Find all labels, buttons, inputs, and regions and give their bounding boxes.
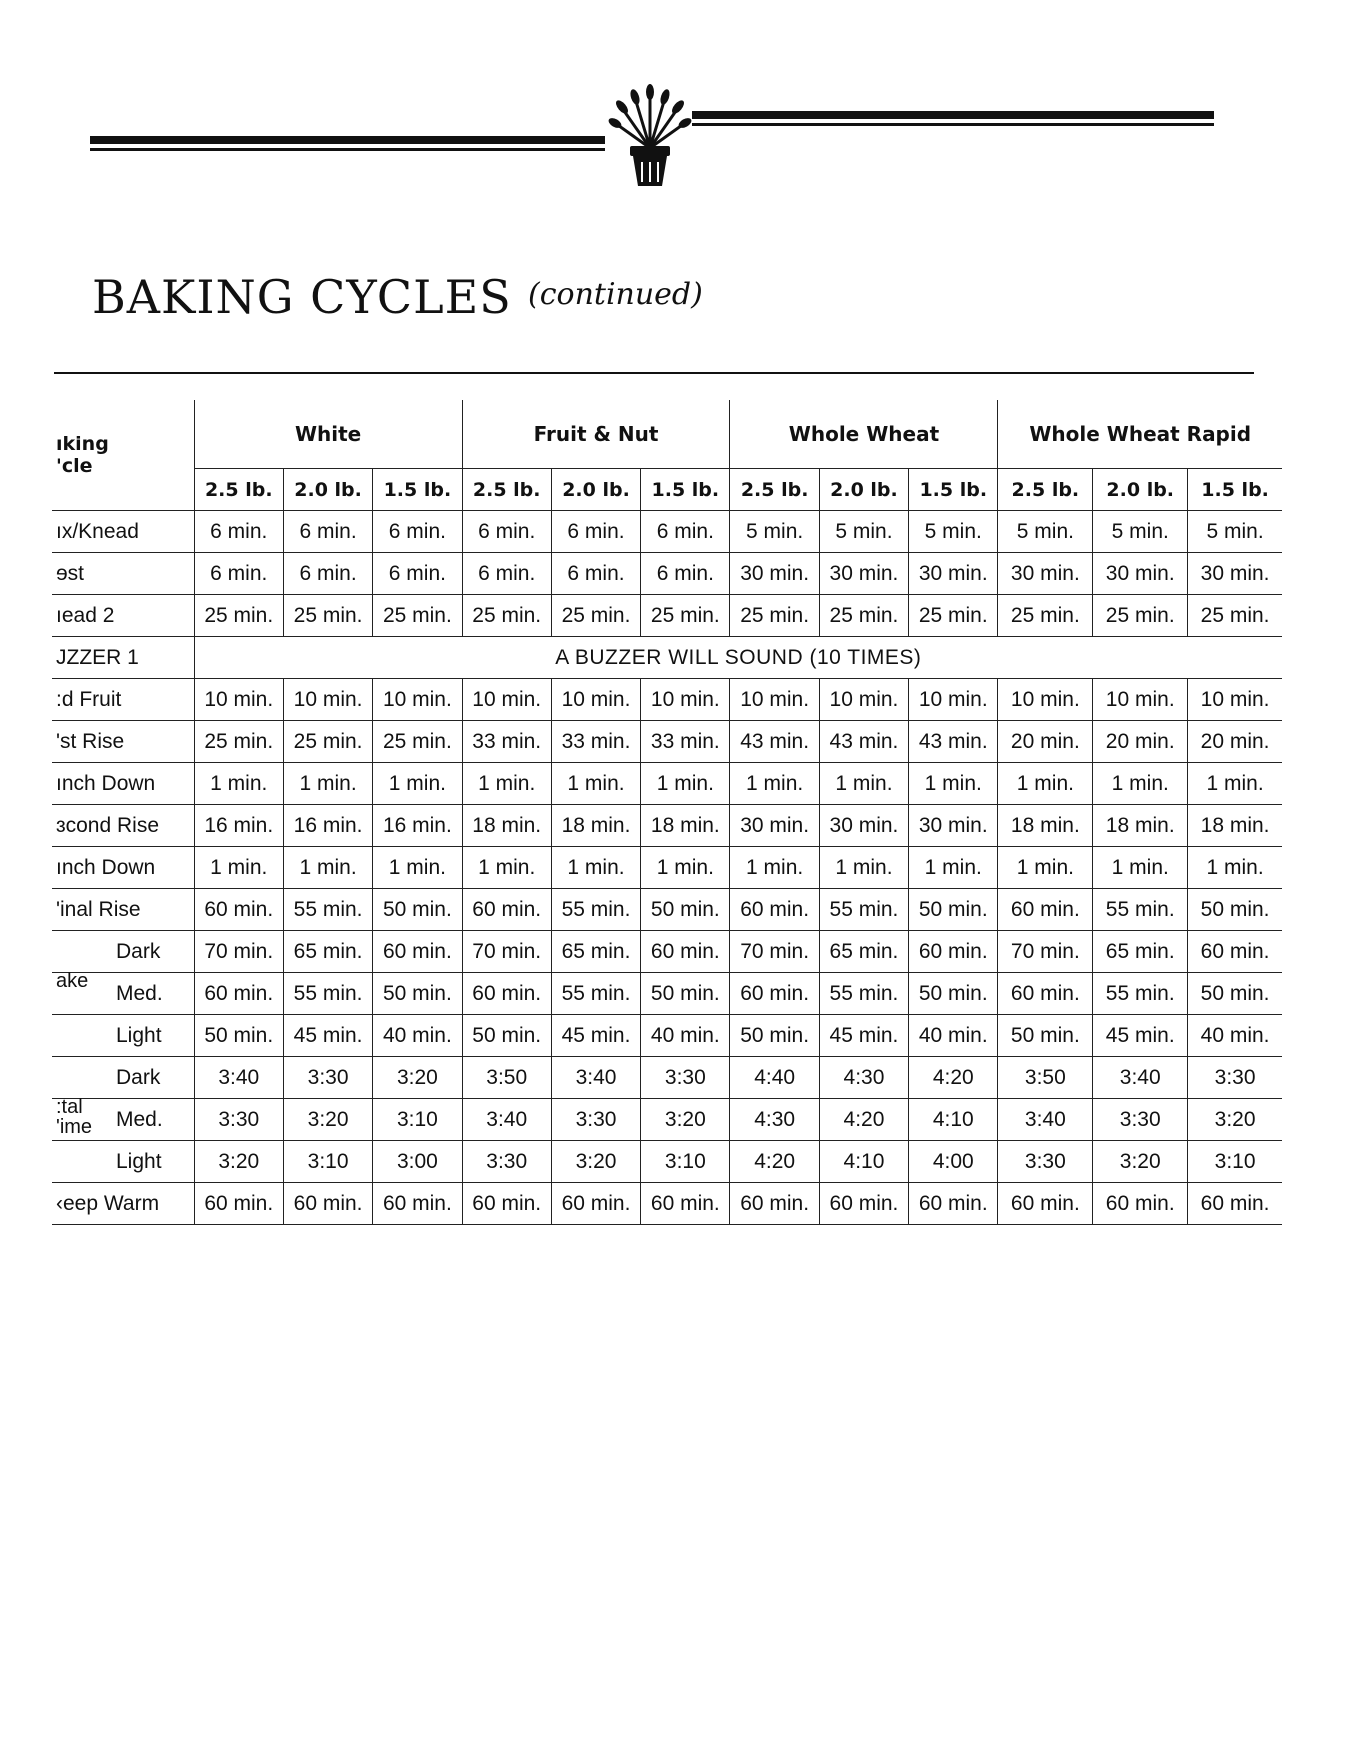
table-cell: 65 min. [551, 931, 640, 973]
table-cell: 30 min. [1093, 553, 1188, 595]
table-cell: 50 min. [641, 973, 730, 1015]
table-cell: 60 min. [730, 1183, 819, 1225]
table-top-rule [54, 372, 1254, 374]
table-cell: 3:30 [462, 1141, 551, 1183]
table-cell: 1 min. [819, 847, 908, 889]
table-cell: 70 min. [730, 931, 819, 973]
header-rule [692, 111, 1214, 119]
table-cell: 18 min. [1188, 805, 1282, 847]
table-cell: 60 min. [373, 1183, 462, 1225]
table-cell: 25 min. [909, 595, 998, 637]
table-cell: 3:00 [373, 1141, 462, 1183]
table-row [52, 679, 1282, 721]
row-label: ınch Down [52, 847, 194, 889]
table-cell: 3:40 [1093, 1057, 1188, 1099]
table-cell: 50 min. [194, 1015, 283, 1057]
table-cell: 1 min. [462, 847, 551, 889]
row-label-cell [52, 1015, 194, 1057]
table-cell: 1 min. [373, 763, 462, 805]
table-cell: 1 min. [373, 847, 462, 889]
table-row [52, 973, 1282, 1015]
sub-row-label: Light [116, 1023, 162, 1047]
table-cell: 33 min. [551, 721, 640, 763]
table-cell: 55 min. [819, 973, 908, 1015]
header-rule-thin [692, 123, 1214, 126]
table-cell: 25 min. [194, 595, 283, 637]
table-cell: 25 min. [373, 595, 462, 637]
table-cell: 40 min. [373, 1015, 462, 1057]
sub-row-label: Med. [116, 981, 163, 1005]
table-row [52, 1057, 1282, 1099]
table-cell: 30 min. [819, 805, 908, 847]
header-rule [90, 136, 605, 144]
table-cell: 10 min. [909, 679, 998, 721]
table-cell: 18 min. [1093, 805, 1188, 847]
table-cell: 40 min. [909, 1015, 998, 1057]
group-row-label: ake [56, 969, 89, 992]
table-row [52, 595, 1282, 637]
table-cell: 25 min. [1093, 595, 1188, 637]
table-cell: 25 min. [1188, 595, 1282, 637]
table-cell: 50 min. [1188, 889, 1282, 931]
table-cell: 40 min. [1188, 1015, 1282, 1057]
table-cell: 3:10 [641, 1141, 730, 1183]
table-cell: 25 min. [551, 595, 640, 637]
table-cell: 3:30 [283, 1057, 372, 1099]
table-cell: 3:30 [194, 1099, 283, 1141]
table-cell: 55 min. [819, 889, 908, 931]
table-cell: 25 min. [462, 595, 551, 637]
table-cell: 30 min. [730, 553, 819, 595]
table-cell: 1 min. [283, 847, 372, 889]
table-cell: 45 min. [1093, 1015, 1188, 1057]
sub-row-label: Dark [116, 1065, 161, 1089]
table-cell: 1 min. [462, 763, 551, 805]
table-cell: 5 min. [998, 511, 1093, 553]
table-cell: 70 min. [194, 931, 283, 973]
table-cell: 1 min. [1093, 763, 1188, 805]
row-label: ınch Down [52, 763, 194, 805]
table-cell: 3:40 [194, 1057, 283, 1099]
table-cell: 5 min. [1093, 511, 1188, 553]
table-row [52, 889, 1282, 931]
table-cell: 30 min. [1188, 553, 1282, 595]
table-cell: 30 min. [909, 805, 998, 847]
table-cell: 60 min. [194, 889, 283, 931]
table-cell: 18 min. [462, 805, 551, 847]
table-cell: 25 min. [283, 721, 372, 763]
table-cell: 60 min. [998, 1183, 1093, 1225]
table-cell: 43 min. [730, 721, 819, 763]
table-row [52, 1015, 1282, 1057]
table-cell: 60 min. [1188, 931, 1282, 973]
table-cell: 20 min. [1093, 721, 1188, 763]
group-header: Whole Wheat [730, 400, 998, 469]
table-cell: 4:40 [730, 1057, 819, 1099]
row-label-cell [52, 1095, 194, 1141]
buzzer-row [52, 637, 1282, 679]
table-cell: 50 min. [998, 1015, 1093, 1057]
table-cell: 10 min. [194, 679, 283, 721]
table-cell: 6 min. [373, 511, 462, 553]
table-cell: 4:30 [730, 1099, 819, 1141]
table-row [52, 1099, 1282, 1141]
table-cell: 43 min. [819, 721, 908, 763]
table-cell: 1 min. [194, 763, 283, 805]
table-cell: 60 min. [194, 1183, 283, 1225]
table-cell: 3:20 [641, 1099, 730, 1141]
row-label-cell [52, 969, 194, 1015]
table-cell: 3:20 [283, 1099, 372, 1141]
table-cell: 20 min. [1188, 721, 1282, 763]
table-cell: 10 min. [1093, 679, 1188, 721]
size-header: 2.0 lb. [283, 469, 372, 511]
table-cell: 50 min. [909, 973, 998, 1015]
table-cell: 10 min. [373, 679, 462, 721]
table-cell: 1 min. [641, 763, 730, 805]
table-cell: 3:50 [998, 1057, 1093, 1099]
table-cell: 50 min. [373, 889, 462, 931]
table-cell: 25 min. [819, 595, 908, 637]
table-row [52, 931, 1282, 973]
table-cell: 1 min. [909, 847, 998, 889]
table-cell: 6 min. [194, 553, 283, 595]
table-cell: 45 min. [283, 1015, 372, 1057]
table-cell: 1 min. [283, 763, 372, 805]
table-cell: 60 min. [194, 973, 283, 1015]
table-cell: 10 min. [551, 679, 640, 721]
table-cell: 60 min. [730, 973, 819, 1015]
table-cell: 6 min. [641, 553, 730, 595]
table-cell: 60 min. [998, 889, 1093, 931]
group-header: Fruit & Nut [462, 400, 730, 469]
table-cell: 1 min. [1093, 847, 1188, 889]
table-cell: 60 min. [1093, 1183, 1188, 1225]
table-cell: 65 min. [283, 931, 372, 973]
wheat-sheaf-icon [600, 78, 700, 188]
table-cell: 65 min. [1093, 931, 1188, 973]
table-cell: 4:20 [909, 1057, 998, 1099]
row-label: :d Fruit [52, 679, 194, 721]
table-cell: 30 min. [998, 553, 1093, 595]
table-cell: 6 min. [462, 553, 551, 595]
table-row [52, 847, 1282, 889]
table-cell: 3:20 [1093, 1141, 1188, 1183]
table-cell: 3:30 [1188, 1057, 1282, 1099]
size-header: 2.0 lb. [551, 469, 640, 511]
table-cell: 4:10 [909, 1099, 998, 1141]
table-cell: 70 min. [998, 931, 1093, 973]
page-title: BAKING CYCLES [92, 270, 512, 324]
row-label: 'inal Rise [52, 889, 194, 931]
table-cell: 25 min. [641, 595, 730, 637]
table-cell: 20 min. [998, 721, 1093, 763]
row-label-cell [52, 931, 194, 992]
table-cell: 60 min. [551, 1183, 640, 1225]
table-cell: 60 min. [373, 931, 462, 973]
table-cell: 10 min. [1188, 679, 1282, 721]
table-cell: 3:30 [641, 1057, 730, 1099]
table-cell: 4:20 [730, 1141, 819, 1183]
table-cell: 3:20 [194, 1141, 283, 1183]
table-cell: 1 min. [730, 847, 819, 889]
group-header: Whole Wheat Rapid [998, 400, 1282, 469]
table-cell: 3:40 [551, 1057, 640, 1099]
table-row [52, 805, 1282, 847]
table-cell: 4:10 [819, 1141, 908, 1183]
size-header: 2.0 lb. [1093, 469, 1188, 511]
table-cell: 30 min. [730, 805, 819, 847]
table-cell: 4:30 [819, 1057, 908, 1099]
header-rule-thin [90, 148, 605, 151]
table-cell: 5 min. [819, 511, 908, 553]
table-cell: 6 min. [283, 553, 372, 595]
corner-label: ıking 'cle [52, 400, 194, 511]
size-header: 1.5 lb. [373, 469, 462, 511]
table-cell: 3:30 [1093, 1099, 1188, 1141]
table-cell: 18 min. [998, 805, 1093, 847]
table-cell: 25 min. [373, 721, 462, 763]
table-cell: 1 min. [1188, 847, 1282, 889]
table-cell: 5 min. [730, 511, 819, 553]
table-cell: 25 min. [998, 595, 1093, 637]
table-cell: 10 min. [730, 679, 819, 721]
table-cell: 55 min. [551, 973, 640, 1015]
table-cell: 55 min. [283, 973, 372, 1015]
table-cell: 6 min. [194, 511, 283, 553]
table-cell: 6 min. [283, 511, 372, 553]
table-cell: 1 min. [641, 847, 730, 889]
table-cell: 5 min. [909, 511, 998, 553]
table-cell: 60 min. [462, 1183, 551, 1225]
buzzer-note: A BUZZER WILL SOUND (10 TIMES) [194, 637, 1282, 679]
table-cell: 16 min. [373, 805, 462, 847]
table-cell: 10 min. [819, 679, 908, 721]
table-cell: 60 min. [462, 889, 551, 931]
table-cell: 43 min. [909, 721, 998, 763]
table-cell: 10 min. [998, 679, 1093, 721]
table-group-header-row [52, 400, 1282, 469]
table-cell: 4:00 [909, 1141, 998, 1183]
table-cell: 60 min. [283, 1183, 372, 1225]
table-cell: 50 min. [730, 1015, 819, 1057]
table-cell: 6 min. [641, 511, 730, 553]
size-header: 2.5 lb. [998, 469, 1093, 511]
table-cell: 5 min. [1188, 511, 1282, 553]
size-header: 1.5 lb. [641, 469, 730, 511]
row-label: JZZER 1 [52, 637, 194, 679]
table-cell: 3:20 [1188, 1099, 1282, 1141]
table-cell: 18 min. [641, 805, 730, 847]
table-cell: 25 min. [194, 721, 283, 763]
baking-cycles-table [52, 400, 1282, 1225]
row-label: ɜcond Rise [52, 805, 194, 847]
row-label: ɘst [52, 553, 194, 595]
table-row [52, 1141, 1282, 1183]
row-label: ıx/Knead [52, 511, 194, 553]
table-cell: 10 min. [283, 679, 372, 721]
table-cell: 50 min. [1188, 973, 1282, 1015]
table-size-header-row [52, 469, 1282, 511]
table-cell: 3:10 [373, 1099, 462, 1141]
table-cell: 10 min. [462, 679, 551, 721]
table-cell: 1 min. [730, 763, 819, 805]
row-label: ‹eep Warm [52, 1183, 194, 1225]
page-subtitle: (continued) [528, 277, 703, 312]
table-cell: 1 min. [551, 763, 640, 805]
table-cell: 16 min. [194, 805, 283, 847]
table-cell: 3:10 [1188, 1141, 1282, 1183]
table-cell: 6 min. [551, 553, 640, 595]
table-cell: 1 min. [551, 847, 640, 889]
table-row [52, 511, 1282, 553]
table-cell: 1 min. [194, 847, 283, 889]
table-cell: 25 min. [730, 595, 819, 637]
table-cell: 50 min. [462, 1015, 551, 1057]
table-cell: 60 min. [462, 973, 551, 1015]
table-cell: 10 min. [641, 679, 730, 721]
table-cell: 6 min. [373, 553, 462, 595]
table-cell: 55 min. [1093, 889, 1188, 931]
group-row-label: :tal 'ime [56, 1095, 93, 1138]
table-cell: 50 min. [641, 889, 730, 931]
size-header: 2.0 lb. [819, 469, 908, 511]
table-cell: 40 min. [641, 1015, 730, 1057]
table-cell: 6 min. [551, 511, 640, 553]
table-cell: 18 min. [551, 805, 640, 847]
table-cell: 3:40 [998, 1099, 1093, 1141]
table-cell: 16 min. [283, 805, 372, 847]
row-label: 'st Rise [52, 721, 194, 763]
table-cell: 1 min. [909, 763, 998, 805]
table-cell: 60 min. [998, 973, 1093, 1015]
row-label-cell [52, 1141, 194, 1183]
table-cell: 1 min. [998, 763, 1093, 805]
table-cell: 3:10 [283, 1141, 372, 1183]
table-cell: 25 min. [283, 595, 372, 637]
table-cell: 50 min. [373, 973, 462, 1015]
table-cell: 1 min. [1188, 763, 1282, 805]
table-cell: 60 min. [909, 931, 998, 973]
table-cell: 65 min. [819, 931, 908, 973]
size-header: 2.5 lb. [730, 469, 819, 511]
table-cell: 45 min. [551, 1015, 640, 1057]
table-cell: 3:50 [462, 1057, 551, 1099]
row-label: ıead 2 [52, 595, 194, 637]
sub-row-label: Dark [116, 939, 161, 963]
row-label-cell [52, 1057, 194, 1138]
table-cell: 60 min. [1188, 1183, 1282, 1225]
size-header: 1.5 lb. [909, 469, 998, 511]
table-row [52, 763, 1282, 805]
table-cell: 3:30 [998, 1141, 1093, 1183]
sub-row-label: Light [116, 1149, 162, 1173]
group-header: White [194, 400, 462, 469]
table-cell: 6 min. [462, 511, 551, 553]
sub-row-label: Med. [116, 1107, 163, 1131]
table-cell: 30 min. [909, 553, 998, 595]
table-cell: 60 min. [819, 1183, 908, 1225]
size-header: 1.5 lb. [1188, 469, 1282, 511]
table-cell: 30 min. [819, 553, 908, 595]
table-cell: 3:20 [551, 1141, 640, 1183]
table-row [52, 553, 1282, 595]
table-cell: 1 min. [819, 763, 908, 805]
table-cell: 3:40 [462, 1099, 551, 1141]
table-cell: 3:20 [373, 1057, 462, 1099]
table-cell: 60 min. [641, 1183, 730, 1225]
table-cell: 33 min. [641, 721, 730, 763]
table-cell: 60 min. [641, 931, 730, 973]
table-cell: 60 min. [909, 1183, 998, 1225]
table-cell: 70 min. [462, 931, 551, 973]
table-cell: 1 min. [998, 847, 1093, 889]
table-cell: 50 min. [909, 889, 998, 931]
table-cell: 55 min. [1093, 973, 1188, 1015]
table-row [52, 1183, 1282, 1225]
table-cell: 55 min. [551, 889, 640, 931]
size-header: 2.5 lb. [194, 469, 283, 511]
table-cell: 4:20 [819, 1099, 908, 1141]
table-cell: 60 min. [730, 889, 819, 931]
table-cell: 33 min. [462, 721, 551, 763]
size-header: 2.5 lb. [462, 469, 551, 511]
table-cell: 45 min. [819, 1015, 908, 1057]
table-cell: 3:30 [551, 1099, 640, 1141]
table-row [52, 721, 1282, 763]
table-cell: 55 min. [283, 889, 372, 931]
